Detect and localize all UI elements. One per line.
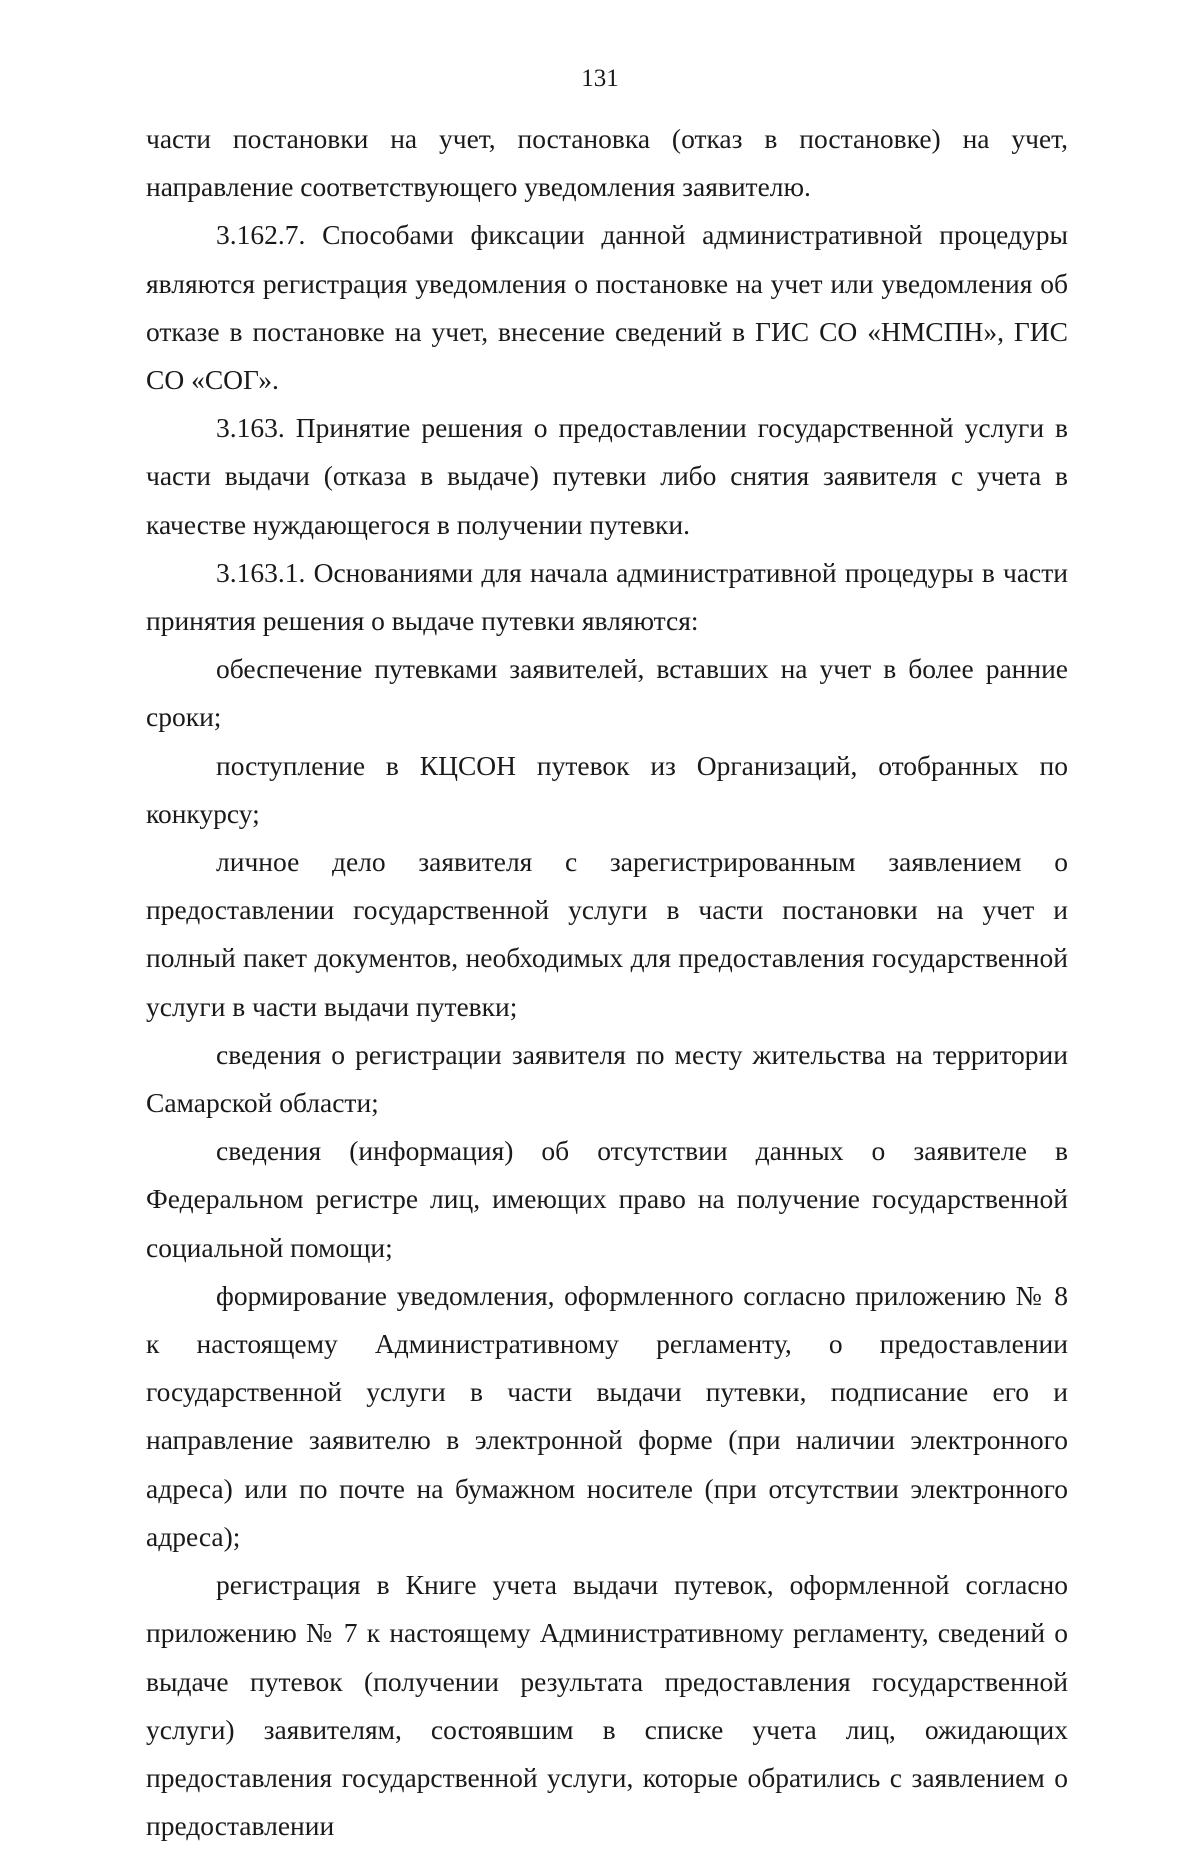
list-item-provision: обеспечение путевками заявителей, вставших на учет в более ранние сроки; bbox=[146, 653, 1068, 733]
page-number: 131 bbox=[581, 65, 619, 92]
list-item-registration-info: сведения о регистрации заявителя по месту жительства на территории Самарской области; bbox=[146, 1038, 1068, 1119]
list-item-federal-register: сведения (информация) об отсутствии данных о заявителе в Федеральном регистре лиц, имеющих право на получение государственной социальной помощи; bbox=[146, 1135, 1068, 1263]
paragraph-3-162-7: 3.162.7. Способами фиксации данной административной процедуры являются регистрация уведомления о постановке на учет или уведомления об отказе в постановке на учет, внесение сведений в ГИС СО «НМСПН», ГИС СО «СОГ». bbox=[146, 219, 1068, 396]
paragraph-3-163: 3.163. Принятие решения о предоставлении государственной услуги в части выдачи (отказа в выдаче) путевки либо снятия заявителя с учета в качестве нуждающегося в получении путевки. bbox=[146, 412, 1068, 540]
paragraph-continuation: части постановки на учет, постановка (отказ в постановке) на учет, направление соответствующего уведомления заявителю. bbox=[146, 123, 1068, 203]
list-item-book-registration: регистрация в Книге учета выдачи путевок, оформленной согласно приложению № 7 к настоящему Административному регламенту, сведений о выдаче путевок (получении результата предоставления государственной услуги) заявителям, состоявшим в списке учета лиц, ожидающих предоставления государственной услуги, которые обратились с заявлением о предоставлении bbox=[146, 1569, 1068, 1842]
list-item-receipt: поступление в КЦСОН путевок из Организаций, отобранных по конкурсу; bbox=[146, 749, 1068, 829]
document-body bbox=[146, 115, 1068, 1850]
list-item-notification: формирование уведомления, оформленного согласно приложению № 8 к настоящему Административному регламенту, о предоставлении государственной услуги в части выдачи путевки, подписание его и направление заявителю в электронной форме (при наличии электронного адреса) или по почте на бумажном носителе (при отсутствии электронного адреса); bbox=[146, 1279, 1068, 1552]
paragraph-3-163-1: 3.163.1. Основаниями для начала административной процедуры в части принятия решения о выдаче путевки являются: bbox=[146, 556, 1068, 637]
list-item-personal-file: личное дело заявителя с зарегистрированным заявлением о предоставлении государственной услуги в части постановки на учет и полный пакет документов, необходимых для предоставления государственной услуги в части выдачи путевки; bbox=[146, 846, 1068, 1022]
